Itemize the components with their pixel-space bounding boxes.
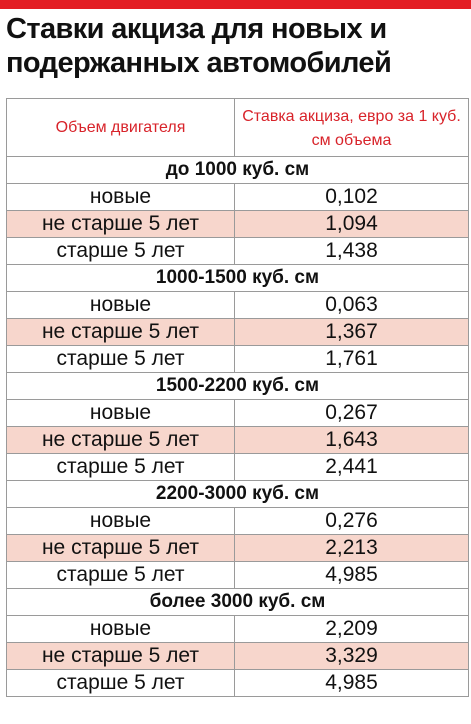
excise-rates-table [6,98,469,697]
table-row [7,184,469,211]
column-header-rate: Ставка акциза, евро за 1 куб. см объема [235,99,469,157]
rate-cell: 1,367 [235,319,469,346]
group-label: 2200-3000 куб. см [7,481,469,508]
top-accent-bar [0,0,471,9]
age-cell: не старше 5 лет [7,427,235,454]
rate-cell: 0,102 [235,184,469,211]
table-row [7,535,469,562]
group-label: более 3000 куб. см [7,589,469,616]
table-row [7,292,469,319]
age-cell: не старше 5 лет [7,535,235,562]
age-cell: старше 5 лет [7,346,235,373]
age-cell: старше 5 лет [7,562,235,589]
title-line-2: подержанных автомобилей [6,47,392,79]
age-cell: новые [7,184,235,211]
rate-cell: 1,643 [235,427,469,454]
rate-cell: 2,209 [235,616,469,643]
column-header-engine-volume: Объем двигателя [7,99,235,157]
rate-cell: 4,985 [235,670,469,697]
excise-rates-table-container [6,98,468,721]
title-line-1: Ставки акциза для новых и [6,13,387,45]
rate-cell: 2,213 [235,535,469,562]
age-cell: не старше 5 лет [7,319,235,346]
group-row [7,265,469,292]
rate-cell: 1,761 [235,346,469,373]
table-row [7,562,469,589]
table-row [7,346,469,373]
table-row [7,616,469,643]
table-row [7,319,469,346]
group-row [7,589,469,616]
age-cell: старше 5 лет [7,670,235,697]
group-row [7,157,469,184]
table-row [7,400,469,427]
age-cell: старше 5 лет [7,238,235,265]
group-label: 1000-1500 куб. см [7,265,469,292]
rate-cell: 4,985 [235,562,469,589]
age-cell: не старше 5 лет [7,211,235,238]
age-cell: новые [7,616,235,643]
rate-cell: 1,094 [235,211,469,238]
rate-cell: 0,267 [235,400,469,427]
age-cell: новые [7,400,235,427]
rate-cell: 0,063 [235,292,469,319]
table-row [7,643,469,670]
group-label: 1500-2200 куб. см [7,373,469,400]
age-cell: старше 5 лет [7,454,235,481]
table-row [7,508,469,535]
rate-cell: 2,441 [235,454,469,481]
group-label: до 1000 куб. см [7,157,469,184]
table-row [7,211,469,238]
table-row [7,670,469,697]
rate-cell: 0,276 [235,508,469,535]
age-cell: не старше 5 лет [7,643,235,670]
table-row [7,427,469,454]
age-cell: новые [7,508,235,535]
group-row [7,373,469,400]
age-cell: новые [7,292,235,319]
group-row [7,481,469,508]
rate-cell: 3,329 [235,643,469,670]
rate-cell: 1,438 [235,238,469,265]
table-row [7,454,469,481]
page-title [6,12,468,80]
table-row [7,238,469,265]
table-header-row [7,99,469,157]
